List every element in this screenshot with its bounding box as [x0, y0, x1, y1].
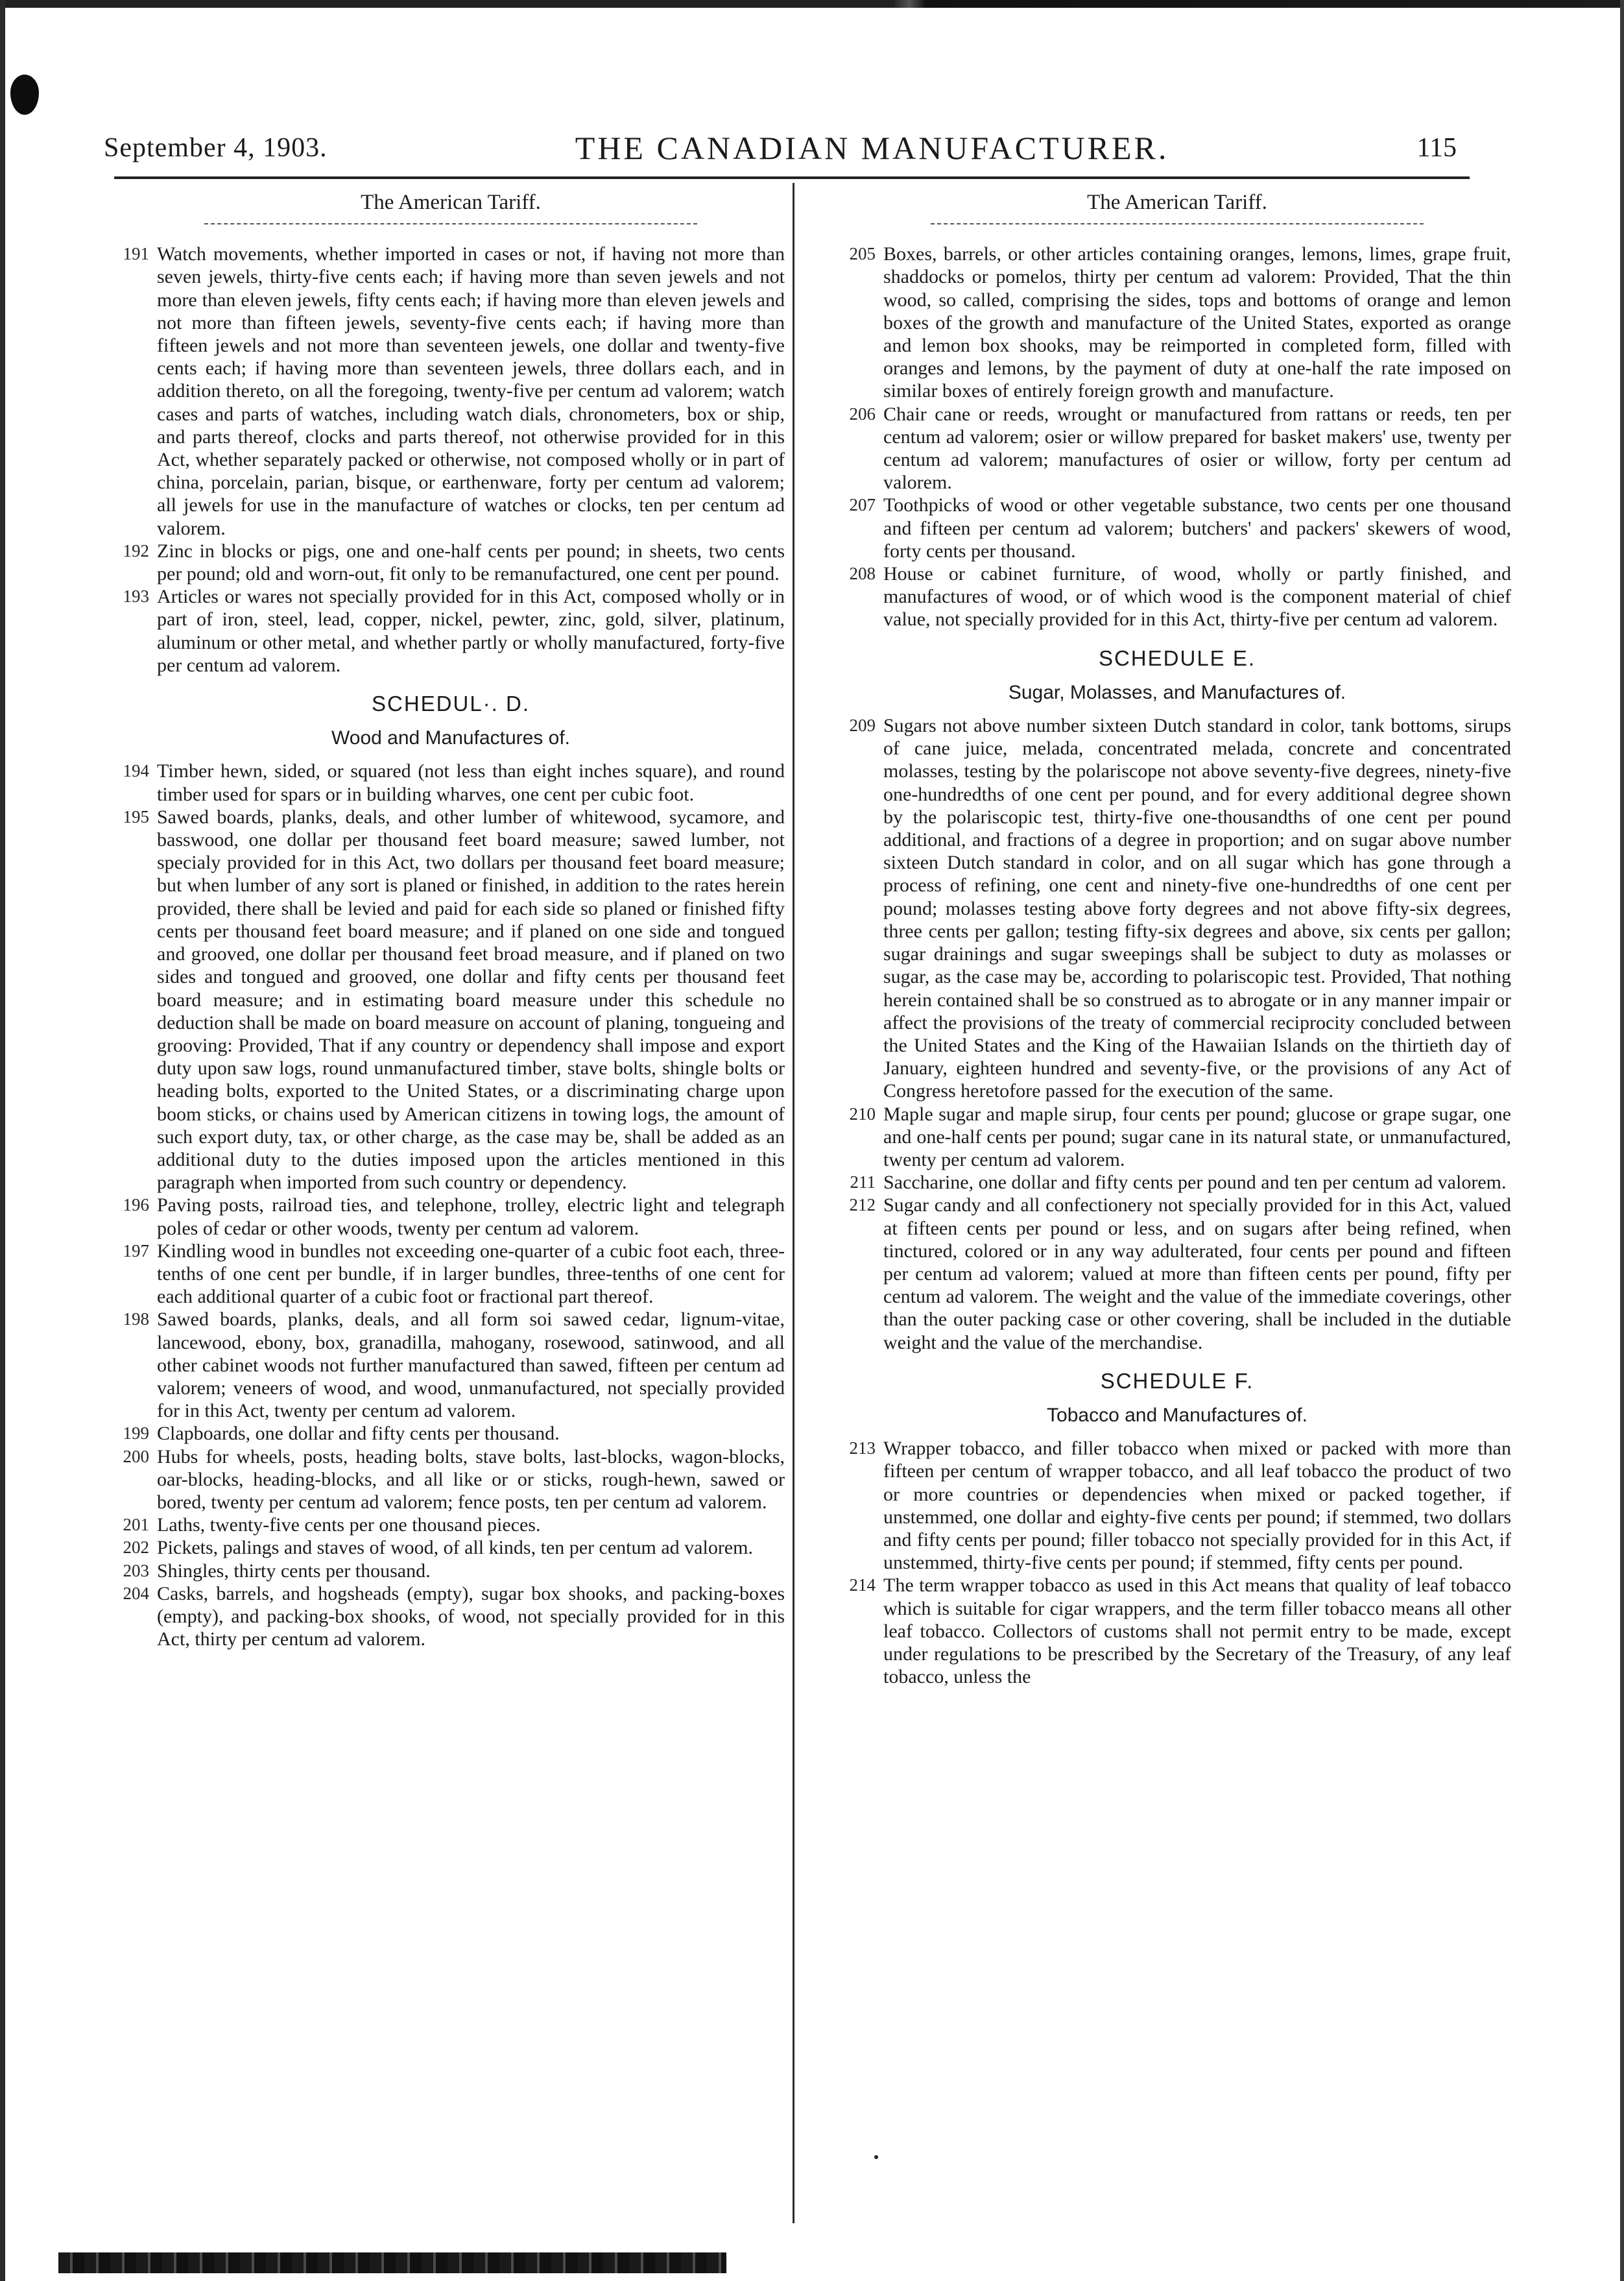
entry-number: 191 [123, 244, 149, 264]
schedule-d-subtitle: Wood and Manufactures of. [331, 727, 570, 749]
entry-number: 202 [123, 1538, 149, 1558]
entry-number: 200 [123, 1446, 149, 1466]
entry-text: Maple sugar and maple sirup, four cents per pound; glucose or grape sugar, one and one-half cents per pound; sugar cane in its natural state, or unmanufactured, twenty per centum ad valorem. [883, 1103, 1511, 1170]
entry-number: 198 [123, 1309, 149, 1329]
entry-text: Pickets, palings and staves of wood, of all kinds, ten per centum ad valorem. [157, 1537, 753, 1559]
tariff-entry [843, 1437, 1511, 1574]
tariff-entry [117, 243, 785, 540]
journal-title: THE CANADIAN MANUFACTURER. [575, 130, 1169, 166]
tariff-entry [117, 1560, 785, 1582]
entry-number: 206 [849, 404, 876, 424]
entry-text: House or cabinet furniture, of wood, wholly or partly finished, and manufactures of wood, or of which wood is the component material of chief value, not specially provided for in this Act, thirty-five per centum ad valorem. [883, 563, 1511, 631]
heading-rule [931, 223, 1424, 224]
entry-number: 192 [123, 540, 149, 561]
entry-text: Sawed boards, planks, deals, and other lumber of whitewood, sycamore, and basswood, one dollar per thousand feet board measure; sawed lumber, not specialy provided for in this Act, two dollars per thousand feet board measure; but when lumber of any sort is planed or finished, in addition to the rates herein provided, there shall be levied and paid for each side so planed or finished fifty cents per thousand feet board measure; and if planed on one side and tongued and grooved, one dollar per thousand feet broad measure, and if planed on two sides and tongued and grooved, one dollar and fifty cents per thousand feet board measure; and in estimating board measure under this schedule no deduction shall be made on board measure on account of planing, tongueing and grooving: Provided, That if any country or dependency shall impose and export duty upon saw logs, round unmanufactured timber, stave bolts, shingle bolts or heading bolts, exported to the United States, or a discriminating charge upon boom sticks, or chains used by American citizens in towing logs, the amount of such export duty, tax, or other charge, as the case may be, shall be added as an additional duty to the duties imposed upon the articles mentioned in this paragraph when imported from such country or dependency. [157, 806, 785, 1194]
scan-edge-left [0, 0, 5, 2281]
tariff-entry [843, 1103, 1511, 1172]
entry-number: 207 [849, 495, 876, 515]
entry-text: Clapboards, one dollar and fifty cents per thousand. [157, 1423, 560, 1445]
entry-text: Zinc in blocks or pigs, one and one-half cents per pound; in sheets, two cents per pound; old and worn-out, fit only to be remanufactured, one cent per pound. [157, 540, 785, 585]
left-column [117, 187, 785, 1650]
entry-number: 210 [849, 1104, 876, 1124]
tariff-entry [117, 1240, 785, 1309]
tariff-entry [117, 760, 785, 805]
tariff-entry [117, 1194, 785, 1239]
tariff-entry [843, 1574, 1511, 1688]
tariff-entry [117, 1422, 785, 1445]
entry-text: Paving posts, railroad ties, and telephone, trolley, electric light and telegraph poles of cedar or other woods, twenty per centum ad valorem. [157, 1194, 785, 1239]
right-column [843, 187, 1511, 1688]
entry-number: 205 [849, 244, 876, 264]
entry-text: Wrapper tobacco, and filler tobacco when mixed or packed with more than fifteen per centum of wrapper tobacco, and all leaf tobacco the product of two or more countries or dependencies when mixed or packed together, if unstemmed, one dollar and eighty-five cents per pound; if stemmed, two dollars and fifty cents per pound; filler tobacco not specially provided for in this Act, if unstemmed, thirty-five cents per pound; if stemmed, fifty cents per pound. [883, 1438, 1511, 1574]
column-heading: The American Tariff. [361, 191, 541, 214]
tariff-entry [117, 540, 785, 585]
entry-list [843, 714, 1511, 1354]
tariff-entry [843, 403, 1511, 494]
entry-text: Kindling wood in bundles not exceeding one-quarter of a cubic foot each, three-tenths of one cent per bundle, if in larger bundles, three-tenths of one cent for each additional quarter of a cubic foot or fractional part thereof. [157, 1240, 785, 1308]
entry-number: 204 [123, 1583, 149, 1603]
entry-text: Timber hewn, sided, or squared (not less than eight inches square), and round timber used for spars or in building wharves, one cent per cubic foot. [157, 760, 785, 805]
entry-text: Watch movements, whether imported in cases or not, if having not more than seven jewels, thirty-five cents each; if having more than seven jewels and not more than eleven jewels, fifty cents each; if having more than eleven jewels and not more than fifteen jewels, seventy-five cents each; if having more than fifteen jewels and not more than seventeen jewels, one dollar and twenty-five cents each; if having more than seventeen jewels, three dollars each, and in addition thereto, on all the foregoing, twenty-five per centum ad valorem; watch cases and parts of watches, including watch dials, chronometers, box or ship, and parts thereof, clocks and parts thereof, not otherwise provided for in this Act, whether separately packed or otherwise, not composed wholly or in part of china, porcelain, parian, bisque, or earthenware, forty per centum ad valorem; all jewels for use in the manufacture of watches or clocks, ten per centum ad valorem. [157, 243, 785, 539]
entry-text: Casks, barrels, and hogsheads (empty), sugar box shooks, and packing-boxes (empty), and packing-box shooks, of wood, not specially provided for in this Act, thirty per centum ad valorem. [157, 1582, 785, 1650]
entry-number: 195 [123, 806, 149, 827]
schedule-e-subtitle: Sugar, Molasses, and Manufactures of. [1008, 681, 1346, 703]
entry-number: 201 [123, 1515, 149, 1535]
tariff-entry [117, 585, 785, 677]
entry-number: 196 [123, 1195, 149, 1215]
entry-number: 203 [123, 1560, 149, 1580]
scan-edge-bottom [58, 2252, 726, 2273]
tariff-entry [117, 806, 785, 1194]
entry-number: 211 [850, 1172, 876, 1192]
tariff-entry [117, 1514, 785, 1536]
entry-text: Chair cane or reeds, wrought or manufactured from rattans or reeds, ten per centum ad valorem; osier or willow prepared for basket makers' use, twenty per centum ad valorem; manufactures of osier or willow, forty per centum ad valorem. [883, 403, 1511, 494]
entry-number: 213 [849, 1438, 876, 1458]
tariff-entry [843, 562, 1511, 631]
tariff-entry [843, 1194, 1511, 1353]
tariff-entry [117, 1582, 785, 1651]
tariff-entry [117, 1445, 785, 1514]
tariff-entry [843, 1171, 1511, 1194]
entry-text: Boxes, barrels, or other articles containing oranges, lemons, limes, grape fruit, shaddocks or pomelos, thirty per centum ad valorem: Provided, That the thin wood, so called, comprising the sides, tops and bottoms of orange and lemon boxes of the growth and manufacture of the United States, exported as orange and lemon box shooks, may be reimported in completed form, filled with oranges and lemons, by the payment of duty at one-half the rate imposed on similar boxes of entirely foreign growth and manufacture. [883, 243, 1511, 402]
entry-number: 208 [849, 564, 876, 584]
entry-text: Shingles, thirty cents per thousand. [157, 1560, 431, 1582]
tariff-entry [117, 1536, 785, 1559]
schedule-e-title: SCHEDULE E. [1098, 646, 1256, 670]
entry-text: Sugars not above number sixteen Dutch standard in color, tank bottoms, sirups of cane juice, melada, concentrated melada, concrete and concentrated molasses, testing by the polariscope not above seventy-five degrees, ninety-five one-hundredths of one cent per pound, and for every additional degree shown by the polariscopic test, thirty-five one-thousandths of one cent per pound additional, and fractions of a degree in proportion; and on sugar above number sixteen Dutch standard in color, and on all sugar which has gone through a process of refining, one cent and ninety-five one-hundredths of one cent per pound; molasses testing above forty degrees and not above fifty-six degrees, three cents per gallon; testing fifty-six degrees and above, six cents per gallon; sugar drainings and sugar sweepings shall be subject to duty as molasses or sugar, as the case may be, according to polariscopic test. Provided, That nothing herein contained shall be so construed as to abrogate or in any manner impair or affect the provisions of the treaty of commercial reciprocity concluded between the United States and the King of the Hawaiian Islands on the thirtieth day of January, eighteen hundred and seventy-five, or the provisions of any Act of Congress heretofore passed for the execution of the same. [883, 715, 1511, 1102]
tariff-entry [117, 1308, 785, 1422]
entry-text: Hubs for wheels, posts, heading bolts, stave bolts, last-blocks, wagon-blocks, oar-blocks, heading-blocks, and all like or or sticks, rough-hewn, sawed or bored, twenty per centum ad valorem; fence posts, ten per centum ad valorem. [157, 1445, 785, 1513]
stray-mark [874, 2155, 878, 2159]
entry-number: 197 [123, 1240, 149, 1261]
entry-list [843, 1437, 1511, 1688]
schedule-f-subtitle: Tobacco and Manufactures of. [1047, 1404, 1308, 1426]
page-number: 115 [1416, 133, 1457, 163]
schedule-d-title: SCHEDUL·. D. [371, 692, 531, 716]
scan-edge-top [0, 0, 1624, 8]
entry-text: Saccharine, one dollar and fifty cents per pound and ten per centum ad valorem. [883, 1172, 1507, 1194]
tariff-entry [843, 243, 1511, 402]
heading-rule [204, 223, 697, 224]
binding-hole-mark [10, 75, 39, 115]
tariff-entry [843, 714, 1511, 1102]
column-divider [793, 183, 794, 2223]
entry-number: 214 [849, 1575, 876, 1595]
header-rule [114, 176, 1470, 179]
page-header [104, 122, 1463, 174]
column-heading: The American Tariff. [1087, 191, 1267, 214]
schedule-f-title: SCHEDULE F. [1100, 1368, 1254, 1393]
entry-number: 193 [123, 586, 149, 607]
entry-list [843, 243, 1511, 631]
tariff-entry [843, 494, 1511, 562]
issue-date: September 4, 1903. [104, 133, 328, 163]
entry-text: Articles or wares not specially provided for in this Act, composed wholly or in part of iron, steel, lead, copper, nickel, pewter, zinc, gold, silver, platinum, aluminum or other metal, and whether partly or wholly manufactured, forty-five per centum ad valorem. [157, 586, 785, 676]
entry-text: The term wrapper tobacco as used in this Act means that quality of leaf tobacco which is suitable for cigar wrappers, and the term filler tobacco means all other leaf tobacco. Collectors of customs shall not permit entry to be made, except under regulations to be prescribed by the Secretary of the Treasury, of any leaf tobacco, unless the [883, 1575, 1511, 1688]
entry-list [117, 243, 785, 677]
entry-number: 199 [123, 1423, 149, 1443]
entry-number: 212 [849, 1195, 876, 1215]
entry-text: Toothpicks of wood or other vegetable substance, two cents per one thousand and fifteen per centum ad valorem; butchers' and packers' skewers of wood, forty cents per thousand. [883, 494, 1511, 562]
entry-text: Sawed boards, planks, deals, and all form soi sawed cedar, lignum-vitae, lancewood, ebony, box, granadilla, mahogany, rosewood, satinwood, and all other cabinet woods not further manufactured than sawed, fifteen per centum ad valorem; veneers of wood, and wood, unmanufactured, not specially provided for in this Act, twenty per centum ad valorem. [157, 1309, 785, 1422]
entry-number: 194 [123, 761, 149, 781]
entry-number: 209 [849, 716, 876, 736]
entry-list [117, 760, 785, 1650]
scan-edge-right [1620, 0, 1624, 2281]
entry-text: Laths, twenty-five cents per one thousand pieces. [157, 1514, 541, 1536]
entry-text: Sugar candy and all confectionery not specially provided for in this Act, valued at fifteen cents per pound or less, and on sugars after being refined, when tinctured, colored or in any way adulterated, four cents per pound and fifteen per centum ad valorem; valued at more than fifteen cents per pound, fifty per centum ad valorem. The weight and the value of the immediate coverings, other than the outer packing case or other covering, shall be included in the dutiable weight and the value of the merchandise. [883, 1194, 1511, 1353]
